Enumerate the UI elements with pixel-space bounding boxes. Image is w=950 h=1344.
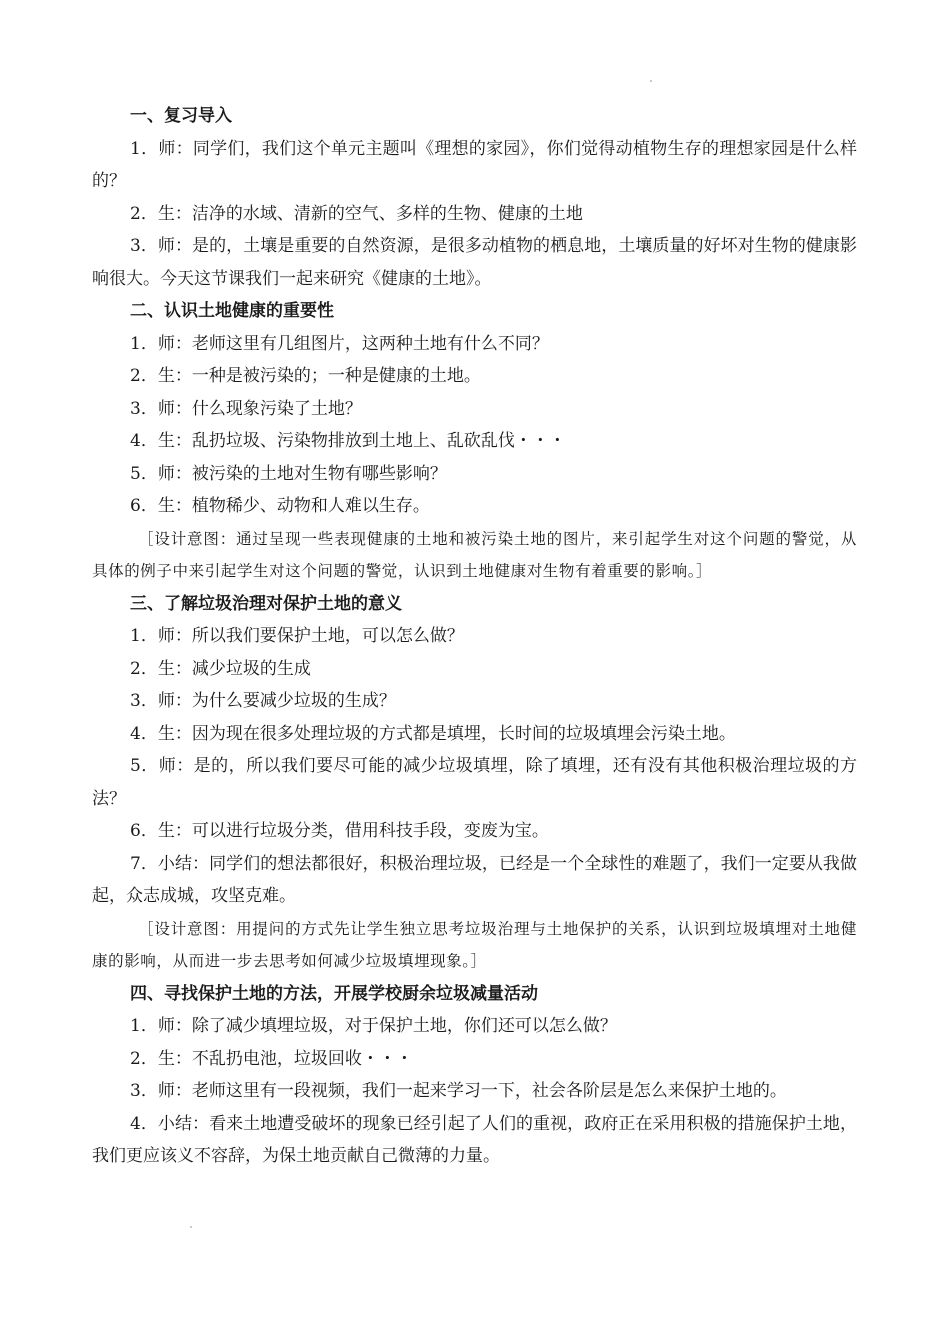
paragraph: 4．生：因为现在很多处理垃圾的方式都是填埋，长时间的垃圾填埋会污染土地。 [130,723,736,744]
paragraph: 4．生：乱扔垃圾、污染物排放到土地上、乱砍乱伐・・・ [130,431,566,451]
paragraph: 1．师：同学们，我们这个单元主题叫《理想的家园》，你们觉得动植物生存的理想家园是什么样的？ [92,138,857,191]
paragraph: 2．生：一种是被污染的；一种是健康的土地。 [130,366,481,386]
paragraph: 2．生：减少垃圾的生成 [130,658,311,679]
section-heading: 四、寻找保护土地的方法，开展学校厨余垃圾减量活动 [130,983,538,1004]
paragraph: 3．师：是的，土壤是重要的自然资源，是很多动植物的栖息地，土壤质量的好坏对生物的健康影响很大。今天这节课我们一起来研究《健康的土地》。 [92,236,857,289]
paragraph: 5．师：是的，所以我们要尽可能的减少垃圾填埋，除了填埋，还有没有其他积极治理垃圾的方法？ [92,756,857,809]
paragraph: 2．生：不乱扔电池，垃圾回收・・・ [130,1048,413,1069]
paragraph: 3．师：老师这里有一段视频，我们一起来学习一下，社会各阶层是怎么来保护土地的。 [130,1081,787,1101]
paragraph: 6．生：可以进行垃圾分类，借用科技手段，变废为宝。 [130,821,549,841]
paragraph: 2．生：洁净的水域、清新的空气、多样的生物、健康的土地 [130,203,583,224]
section-heading: 二、认识土地健康的重要性 [130,301,334,321]
section-protection-methods [92,978,857,1173]
paragraph: 1．师：所以我们要保护土地，可以怎么做？ [130,626,464,646]
lesson-content [92,100,857,1173]
design-intent-note: ［设计意图：用提问的方式先让学生独立思考垃圾治理与土地保护的关系，认识到垃圾填埋对土地健康的影响，从而进一步去思考如何减少垃圾填埋现象。］ [92,919,857,970]
section-review-intro [92,100,857,295]
section-heading: 三、了解垃圾治理对保护土地的意义 [130,593,402,614]
section-heading: 一、复习导入 [130,106,232,126]
scan-speck [190,1226,192,1228]
section-land-health-importance [92,295,857,588]
paragraph: 1．师：老师这里有几组图片，这两种土地有什么不同？ [130,333,549,354]
paragraph: 6．生：植物稀少、动物和人难以生存。 [130,496,430,516]
paragraph: 5．师：被污染的土地对生物有哪些影响？ [130,463,447,484]
section-garbage-governance [92,588,857,978]
scan-speck [650,80,652,82]
paragraph: 3．师：什么现象污染了土地？ [130,398,362,419]
paragraph: 4．小结：看来土地遭受破坏的现象已经引起了人们的重视，政府正在采用积极的措施保护土地，我们更应该义不容辞，为保土地贡献自己微薄的力量。 [92,1113,857,1166]
design-intent-note: ［设计意图：通过呈现一些表现健康的土地和被污染土地的图片，来引起学生对这个问题的警觉，从具体的例子中来引起学生对这个问题的警觉，认识到土地健康对生物有着重要的影响。］ [92,529,857,580]
paragraph: 7．小结：同学们的想法都很好，积极治理垃圾，已经是一个全球性的难题了，我们一定要从我做起，众志成城，攻坚克难。 [92,853,857,906]
paragraph: 3．师：为什么要减少垃圾的生成？ [130,691,396,711]
paragraph: 1．师：除了减少填埋垃圾，对于保护土地，你们还可以怎么做？ [130,1016,617,1036]
